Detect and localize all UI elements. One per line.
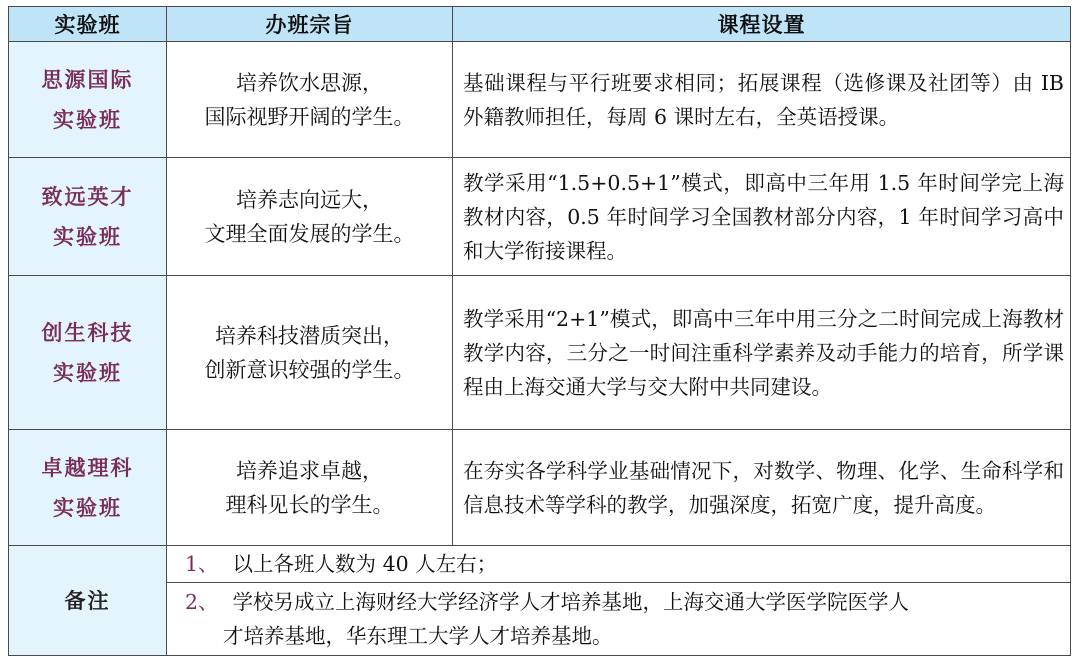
- table-row: [9, 158, 1071, 276]
- aim-cell: [167, 158, 453, 276]
- class-name-cell: [9, 158, 167, 276]
- note-text: 学校另成立上海财经大学经济学人才培养基地，上海交通大学医学院医学人: [232, 590, 910, 614]
- class-name-cell: [9, 42, 167, 158]
- class-table-container: [8, 6, 1071, 656]
- course-cell: 基础课程与平行班要求相同；拓展课程（选修课及社团等）由 IB 外籍教师担任，每周 6 课时左右，全英语授课。: [453, 42, 1071, 158]
- aim-line: 培养饮水思源，: [236, 70, 383, 95]
- notes-row: [9, 546, 1071, 583]
- class-name-cell: [9, 276, 167, 430]
- class-name-line: 创生科技: [41, 320, 134, 345]
- class-name-line: 实验班: [53, 360, 122, 385]
- note-text: 才培养基地，华东理工大学人才培养基地。: [223, 624, 613, 648]
- header-class: 实验班: [9, 7, 167, 42]
- aim-line: 文理全面发展的学生。: [204, 221, 415, 246]
- class-name-line: 致远英才: [41, 184, 134, 209]
- aim-line: 创新意识较强的学生。: [204, 357, 415, 382]
- note-number: 1、: [185, 552, 219, 576]
- course-cell: 教学采用“1.5+0.5+1”模式，即高中三年用 1.5 年时间学完上海教材内容，0.5 年时间学习全国教材部分内容，1 年时间学习高中和大学衔接课程。: [453, 158, 1071, 276]
- header-course: 课程设置: [453, 7, 1071, 42]
- table-row: [9, 276, 1071, 430]
- aim-line: 培养追求卓越，: [236, 458, 383, 483]
- note-item: [167, 546, 1071, 583]
- class-name-line: 卓越理科: [41, 455, 134, 480]
- class-name-cell: [9, 430, 167, 546]
- experimental-class-table: [8, 6, 1071, 656]
- aim-line: 培养志向远大，: [236, 187, 383, 212]
- aim-cell: [167, 430, 453, 546]
- aim-line: 培养科技潜质突出，: [215, 323, 404, 348]
- aim-line: 国际视野开阔的学生。: [204, 104, 415, 129]
- aim-cell: [167, 42, 453, 158]
- table-row: [9, 430, 1071, 546]
- header-aim: 办班宗旨: [167, 7, 453, 42]
- aim-line: 理科见长的学生。: [225, 492, 394, 517]
- notes-row: [9, 583, 1071, 656]
- table-header-row: [9, 7, 1071, 42]
- note-number: 2、: [185, 590, 219, 614]
- class-name-line: 思源国际: [41, 67, 134, 92]
- course-cell: 教学采用“2+1”模式，即高中三年中用三分之二时间完成上海教材教学内容，三分之一时间注重科学素养及动手能力的培育，所学课程由上海交通大学与交大附中共同建设。: [453, 276, 1071, 430]
- course-cell: 在夯实各学科学业基础情况下，对数学、物理、化学、生命科学和信息技术等学科的教学，加强深度，拓宽广度，提升高度。: [453, 430, 1071, 546]
- table-row: [9, 42, 1071, 158]
- note-text: 以上各班人数为 40 人左右；: [232, 552, 498, 576]
- note-item: [167, 583, 1071, 656]
- notes-label: 备注: [9, 546, 167, 656]
- class-name-line: 实验班: [53, 107, 122, 132]
- class-name-line: 实验班: [53, 495, 122, 520]
- class-name-line: 实验班: [53, 224, 122, 249]
- aim-cell: [167, 276, 453, 430]
